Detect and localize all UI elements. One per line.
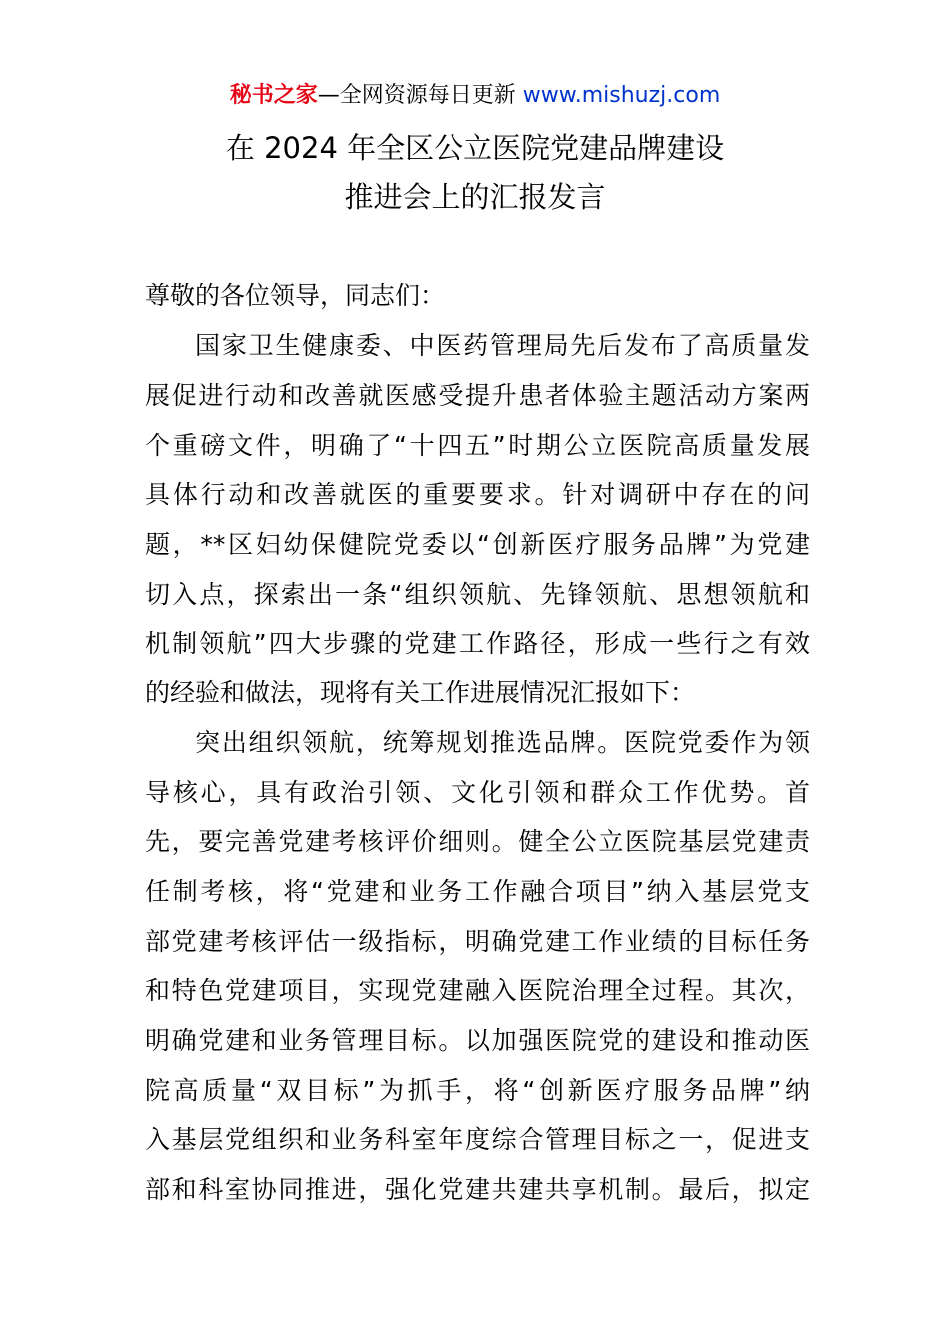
text-line: 切入点，探索出一条“组织领航、先锋领航、思想领航和 [145,580,810,609]
text-line: 任制考核，将“党建和业务工作融合项目”纳入基层党支 [145,877,810,906]
site-header [0,80,950,112]
document-title-line-2: 推进会上的汇报发言 [344,180,606,214]
site-url[interactable]: www.mishuzj.com [522,83,721,108]
text-line: 展促进行动和改善就医感受提升患者体验主题活动方案两 [145,381,810,410]
document-title-line-1: 在 2024 年全区公立医院党建品牌建设 [225,131,725,165]
text-line: 具体行动和改善就医的重要要求。针对调研中存在的问 [145,480,810,509]
salutation: 尊敬的各位领导，同志们： [145,281,446,310]
site-slogan: —全网资源每日更新 [317,83,523,108]
text-line: 机制领航”四大步骤的党建工作路径，形成一些行之有效 [145,629,810,658]
text-line: 明确党建和业务管理目标。以加强医院党的建设和推动医 [145,1026,810,1055]
text-line: 部和科室协同推进，强化党建共建共享机制。最后，拟定 [145,1175,810,1204]
text-line: 院高质量“双目标”为抓手，将“创新医疗服务品牌”纳 [145,1076,810,1105]
text-line: 突出组织领航，统筹规划推选品牌。医院党委作为领 [195,728,810,757]
text-line: 导核心，具有政治引领、文化引领和群众工作优势。首 [145,778,810,807]
site-name: 秘书之家 [229,83,318,108]
text-line: 个重磅文件，明确了“十四五”时期公立医院高质量发展 [145,431,810,460]
text-line: 题，**区妇幼保健院党委以“创新医疗服务品牌”为党建 [145,530,810,559]
text-line: 和特色党建项目，实现党建融入医院治理全过程。其次， [145,976,810,1005]
text-line: 部党建考核评估一级指标，明确党建工作业绩的目标任务 [145,927,810,956]
text-line: 入基层党组织和业务科室年度综合管理目标之一，促进支 [145,1125,810,1154]
text-line: 的经验和做法，现将有关工作进展情况汇报如下： [145,678,696,707]
text-line: 国家卫生健康委、中医药管理局先后发布了高质量发 [195,331,810,360]
text-line: 先，要完善党建考核评价细则。健全公立医院基层党建责 [145,827,810,856]
